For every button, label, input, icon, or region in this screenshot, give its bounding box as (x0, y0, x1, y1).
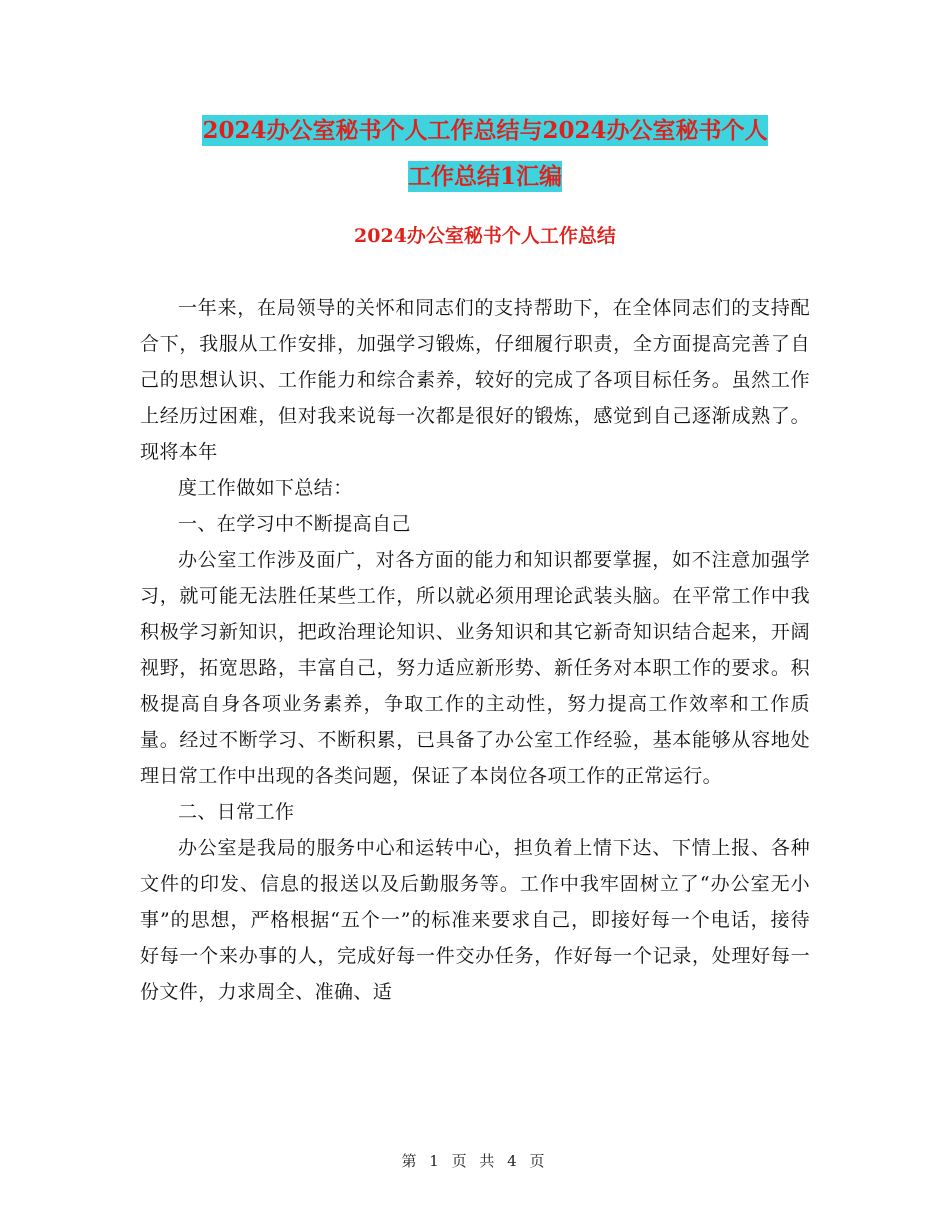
paragraph: 办公室是我局的服务中心和运转中心，担负着上情下达、下情上报、各种文件的印发、信息的报送以及后勤服务等。工作中我牢固树立了“办公室无小事”的思想，严格根据“五个一”的标准来要求自己，即接好每一个电话，接待好每一个来办事的人，完成好每一件交办任务，作好每一个记录，处理好每一份文件，力求周全、准确、适 (140, 837, 810, 1003)
paragraph: 一年来，在局领导的关怀和同志们的支持帮助下，在全体同志们的支持配合下，我服从工作安排，加强学习锻炼，仔细履行职责，全方面提高完善了自己的思想认识、工作能力和综合素养，较好的完成了各项目标任务。虽然工作上经历过困难，但对我来说每一次都是很好的锻炼，感觉到自己逐渐成熟了。现将本年 (140, 297, 810, 463)
document-body (140, 290, 810, 1010)
paragraph: 办公室工作涉及面广，对各方面的能力和知识都要掌握，如不注意加强学习，就可能无法胜任某些工作，所以就必须用理论武装头脑。在平常工作中我积极学习新知识，把政治理论知识、业务知识和其它新奇知识结合起来，开阔视野，拓宽思路，丰富自己，努力适应新形势、新任务对本职工作的要求。积极提高自身各项业务素养，争取工作的主动性，努力提高工作效率和工作质量。经过不断学习、不断积累，已具备了办公室工作经验，基本能够从容地处理日常工作中出现的各类问题，保证了本岗位各项工作的正常运行。 (140, 549, 810, 787)
section-title: 2024办公室秘书个人工作总结 (354, 225, 616, 247)
document-title (140, 108, 830, 200)
page-footer: 第 1 页 共 4 页 (401, 1152, 549, 1170)
title-line-1: 2024办公室秘书个人工作总结与2024办公室秘书个人 (202, 117, 768, 144)
title-line-2: 工作总结1汇编 (407, 163, 562, 190)
section-heading: 一、在学习中不断提高自己 (178, 513, 411, 535)
paragraph: 度工作做如下总结： (178, 477, 353, 499)
section-heading: 二、日常工作 (178, 801, 295, 823)
